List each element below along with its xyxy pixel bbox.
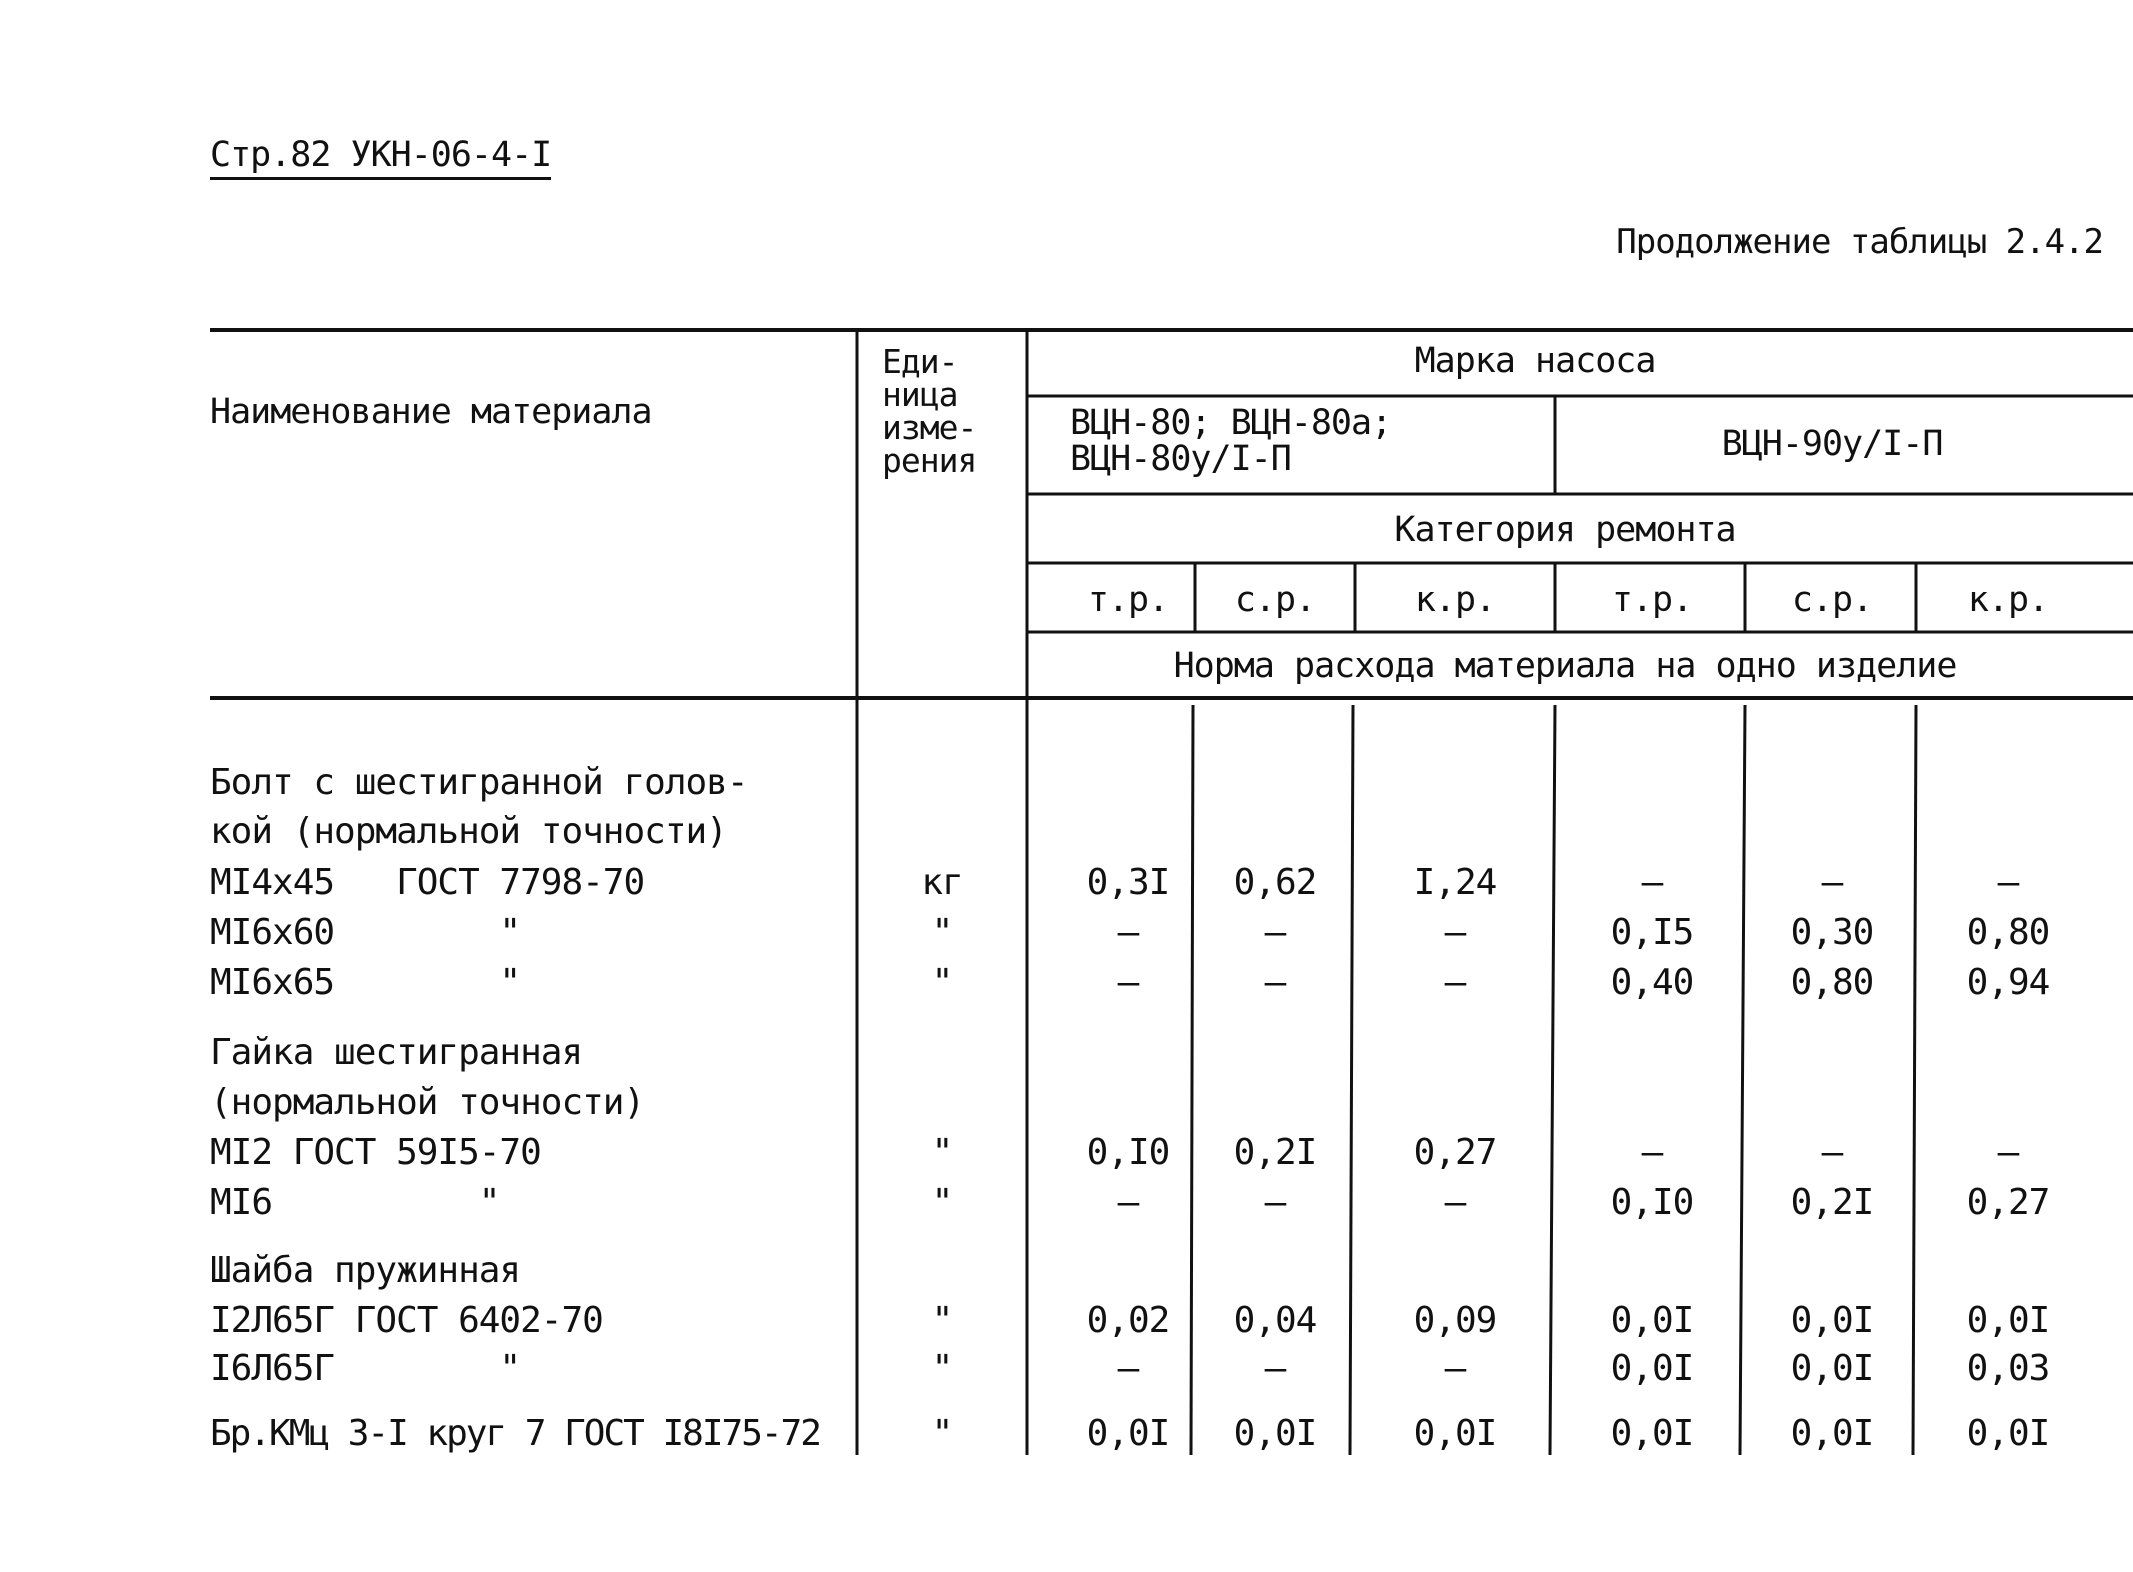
value-cell: –	[1117, 1182, 1139, 1223]
value-cell: –	[1444, 962, 1466, 1003]
col-sr-1: с.р.	[1234, 580, 1316, 620]
value-cell: 0,0I	[1966, 1300, 2050, 1341]
col-kr-2: к.р.	[1967, 580, 2049, 620]
unit-cell: "	[931, 1413, 953, 1454]
material-name: Бр.КМц 3-I круг 7 ГОСТ I8I75-72	[210, 1413, 820, 1454]
unit-cell: кг	[921, 862, 963, 903]
value-cell: –	[1997, 862, 2019, 903]
value-cell: 0,I0	[1086, 1132, 1170, 1173]
value-cell: 0,I5	[1610, 912, 1694, 953]
value-cell: –	[1264, 1348, 1286, 1389]
material-name: MI2 ГОСТ 59I5-70	[210, 1132, 541, 1173]
value-cell: 0,40	[1610, 962, 1694, 1003]
material-name: (нормальной точности)	[210, 1082, 645, 1123]
value-cell: 0,0I	[1413, 1413, 1497, 1454]
value-cell: 0,02	[1086, 1300, 1170, 1341]
value-cell: –	[1444, 912, 1466, 953]
value-cell: 0,62	[1233, 862, 1317, 903]
material-name: MI6x60 "	[210, 912, 521, 953]
value-cell: I,24	[1413, 862, 1497, 903]
unit-cell: "	[931, 912, 953, 953]
value-cell: 0,80	[1790, 962, 1874, 1003]
material-name: MI6x65 "	[210, 962, 521, 1003]
value-cell: 0,2I	[1233, 1132, 1317, 1173]
value-cell: –	[1821, 1132, 1843, 1173]
value-cell: –	[1997, 1132, 2019, 1173]
value-cell: 0,I0	[1610, 1182, 1694, 1223]
value-cell: –	[1641, 862, 1663, 903]
page-header: Стр.82 УКН-06-4-I	[210, 135, 551, 180]
value-cell: 0,30	[1790, 912, 1874, 953]
header-norm: Норма расхода материала на одно изделие	[1173, 646, 1957, 686]
value-cell: 0,09	[1413, 1300, 1497, 1341]
material-name: Гайка шестигранная	[210, 1032, 583, 1073]
value-cell: 0,27	[1966, 1182, 2050, 1223]
value-cell: 0,0I	[1086, 1413, 1170, 1454]
material-name: Шайба пружинная	[210, 1250, 521, 1291]
unit-cell: "	[931, 962, 953, 1003]
header-repair-category: Категория ремонта	[1394, 510, 1736, 550]
header-pump-brand: Марка насоса	[1414, 341, 1656, 381]
value-cell: 0,0I	[1610, 1300, 1694, 1341]
value-cell: 0,0I	[1790, 1300, 1874, 1341]
value-cell: –	[1264, 962, 1286, 1003]
value-cell: 0,03	[1966, 1348, 2050, 1389]
material-name: MI6 "	[210, 1182, 500, 1223]
value-cell: 0,0I	[1790, 1413, 1874, 1454]
value-cell: –	[1117, 962, 1139, 1003]
table-continuation-label: Продолжение таблицы 2.4.2	[1616, 222, 2103, 262]
value-cell: 0,0I	[1610, 1348, 1694, 1389]
unit-cell: "	[931, 1300, 953, 1341]
value-cell: 0,94	[1966, 962, 2050, 1003]
vline-body-5	[1740, 705, 1745, 1455]
header-group-2: ВЦН-90у/I-П	[1721, 424, 1943, 464]
value-cell: 0,0I	[1966, 1413, 2050, 1454]
value-cell: –	[1117, 1348, 1139, 1389]
value-cell: –	[1264, 1182, 1286, 1223]
col-sr-2: с.р.	[1791, 580, 1873, 620]
col-tr-2: т.р.	[1611, 580, 1693, 620]
value-cell: 0,04	[1233, 1300, 1317, 1341]
value-cell: 0,2I	[1790, 1182, 1874, 1223]
vline-body-2	[1191, 705, 1193, 1455]
material-name: I2Л65Г ГОСТ 6402-70	[210, 1300, 603, 1341]
vline-body-3	[1350, 705, 1353, 1455]
value-cell: –	[1117, 912, 1139, 953]
col-tr-1: т.р.	[1087, 580, 1169, 620]
unit-cell: "	[931, 1182, 953, 1223]
material-name: MI4x45 ГОСТ 7798-70	[210, 862, 645, 903]
value-cell: 0,3I	[1086, 862, 1170, 903]
unit-cell: "	[931, 1348, 953, 1389]
unit-cell: "	[931, 1132, 953, 1173]
material-name: I6Л65Г "	[210, 1348, 521, 1389]
value-cell: 0,0I	[1790, 1348, 1874, 1389]
vline-body-6	[1913, 705, 1916, 1455]
value-cell: 0,0I	[1233, 1413, 1317, 1454]
header-group-1: ВЦН-80; ВЦН-80а; ВЦН-80у/I-П	[1070, 403, 1392, 479]
value-cell: –	[1444, 1182, 1466, 1223]
header-material: Наименование материала	[210, 392, 652, 432]
header-unit: Еди- ница изме- рения	[882, 342, 977, 480]
value-cell: 0,0I	[1610, 1413, 1694, 1454]
value-cell: 0,80	[1966, 912, 2050, 953]
vline-body-4	[1550, 705, 1555, 1455]
value-cell: –	[1444, 1348, 1466, 1389]
value-cell: –	[1641, 1132, 1663, 1173]
material-name: кой (нормальной точности)	[210, 811, 727, 852]
value-cell: –	[1264, 912, 1286, 953]
col-kr-1: к.р.	[1414, 580, 1496, 620]
value-cell: 0,27	[1413, 1132, 1497, 1173]
material-name: Болт с шестигранной голов-	[210, 762, 748, 803]
value-cell: –	[1821, 862, 1843, 903]
